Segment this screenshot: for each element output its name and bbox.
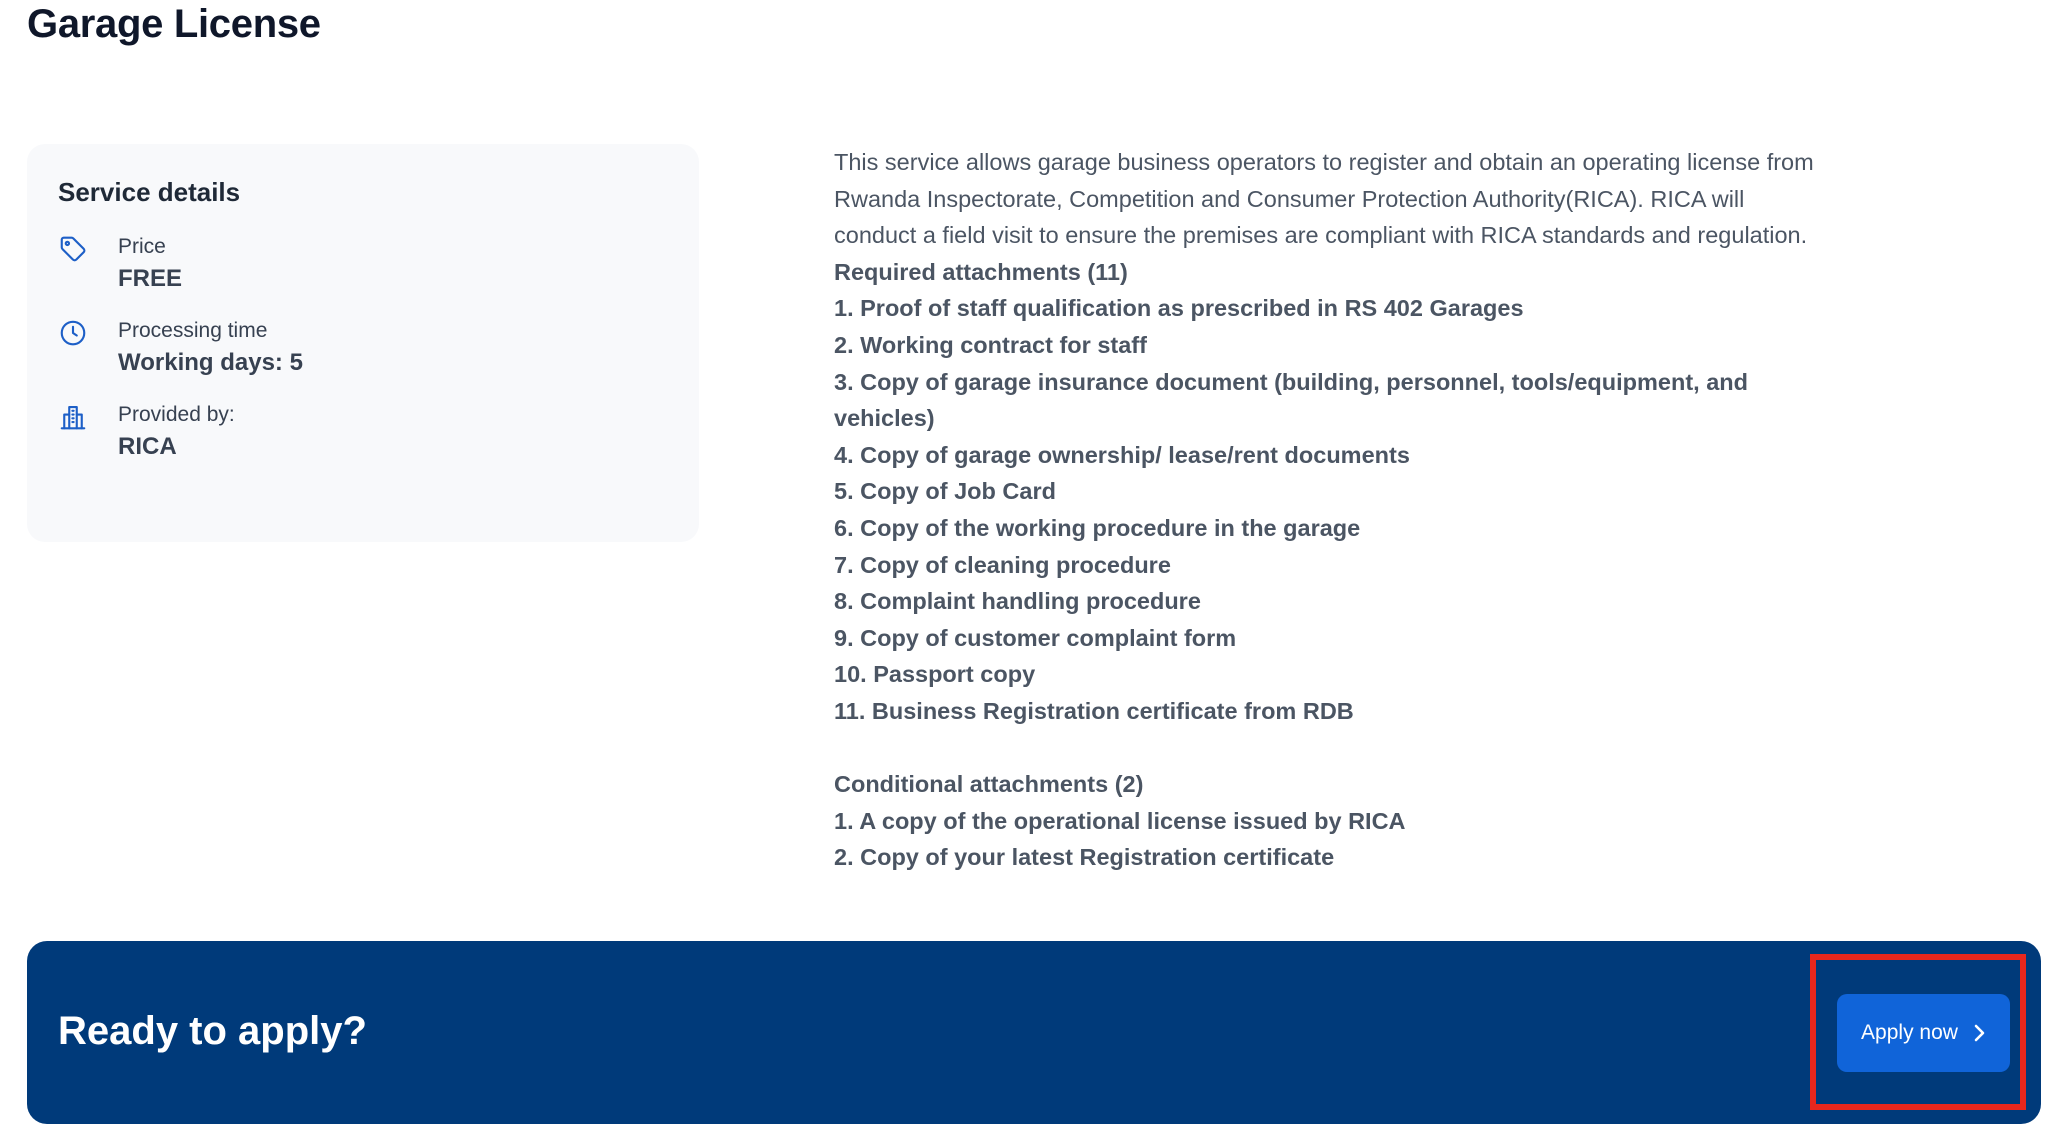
provider-value: RICA	[118, 433, 177, 460]
price-tag-icon	[58, 234, 88, 264]
list-item: 2. Copy of your latest Registration certificate	[834, 844, 1335, 871]
list-item: 7. Copy of cleaning procedure	[834, 551, 1171, 578]
building-icon	[58, 402, 88, 432]
apply-now-button[interactable]	[1837, 994, 2010, 1072]
processing-time-label: Processing time	[118, 319, 268, 342]
processing-time-value: Working days: 5	[118, 349, 303, 376]
section-spacer	[834, 730, 1824, 767]
description-paragraph: This service allows garage business operators to register and obtain an operating license from Rwanda Inspectorate, Competition and Consumer Protection Authority(RICA). RICA will conduct a field visit to ensure the premises are compliant with RICA standards and regulation.	[834, 149, 1814, 249]
page-title: Garage License	[27, 2, 321, 46]
required-attachments-list	[834, 290, 1824, 729]
detail-row-price	[58, 232, 668, 296]
price-value: FREE	[118, 265, 183, 292]
service-details-heading: Service details	[58, 177, 241, 207]
detail-row-provider	[58, 400, 668, 464]
list-item: 9. Copy of customer complaint form	[834, 624, 1237, 651]
detail-row-processing-time	[58, 316, 668, 380]
list-item: 6. Copy of the working procedure in the garage	[834, 514, 1361, 541]
list-item: 5. Copy of Job Card	[834, 478, 1056, 505]
list-item: 1. A copy of the operational license issued by RICA	[834, 807, 1406, 834]
list-item: 10. Passport copy	[834, 661, 1036, 688]
list-item: 8. Complaint handling procedure	[834, 588, 1201, 615]
apply-heading: Ready to apply?	[58, 1009, 367, 1053]
apply-now-label: Apply now	[1861, 1021, 1958, 1044]
list-item: 2. Working contract for staff	[834, 331, 1147, 358]
price-label: Price	[118, 235, 166, 258]
conditional-attachments-heading: Conditional attachments (2)	[834, 771, 1144, 798]
conditional-attachments-list	[834, 803, 1824, 876]
list-item: 3. Copy of garage insurance document (building, personnel, tools/equipment, and vehicles)	[834, 368, 1748, 432]
chevron-right-icon	[1972, 1023, 1986, 1043]
required-attachments-heading: Required attachments (11)	[834, 258, 1128, 285]
service-description	[834, 144, 1824, 876]
list-item: 11. Business Registration certificate from RDB	[834, 697, 1354, 724]
list-item: 1. Proof of staff qualification as prescribed in RS 402 Garages	[834, 295, 1524, 322]
service-details-card	[27, 144, 699, 542]
clock-icon	[58, 318, 88, 348]
provider-label: Provided by:	[118, 403, 235, 426]
apply-banner	[27, 941, 2041, 1124]
list-item: 4. Copy of garage ownership/ lease/rent documents	[834, 441, 1410, 468]
